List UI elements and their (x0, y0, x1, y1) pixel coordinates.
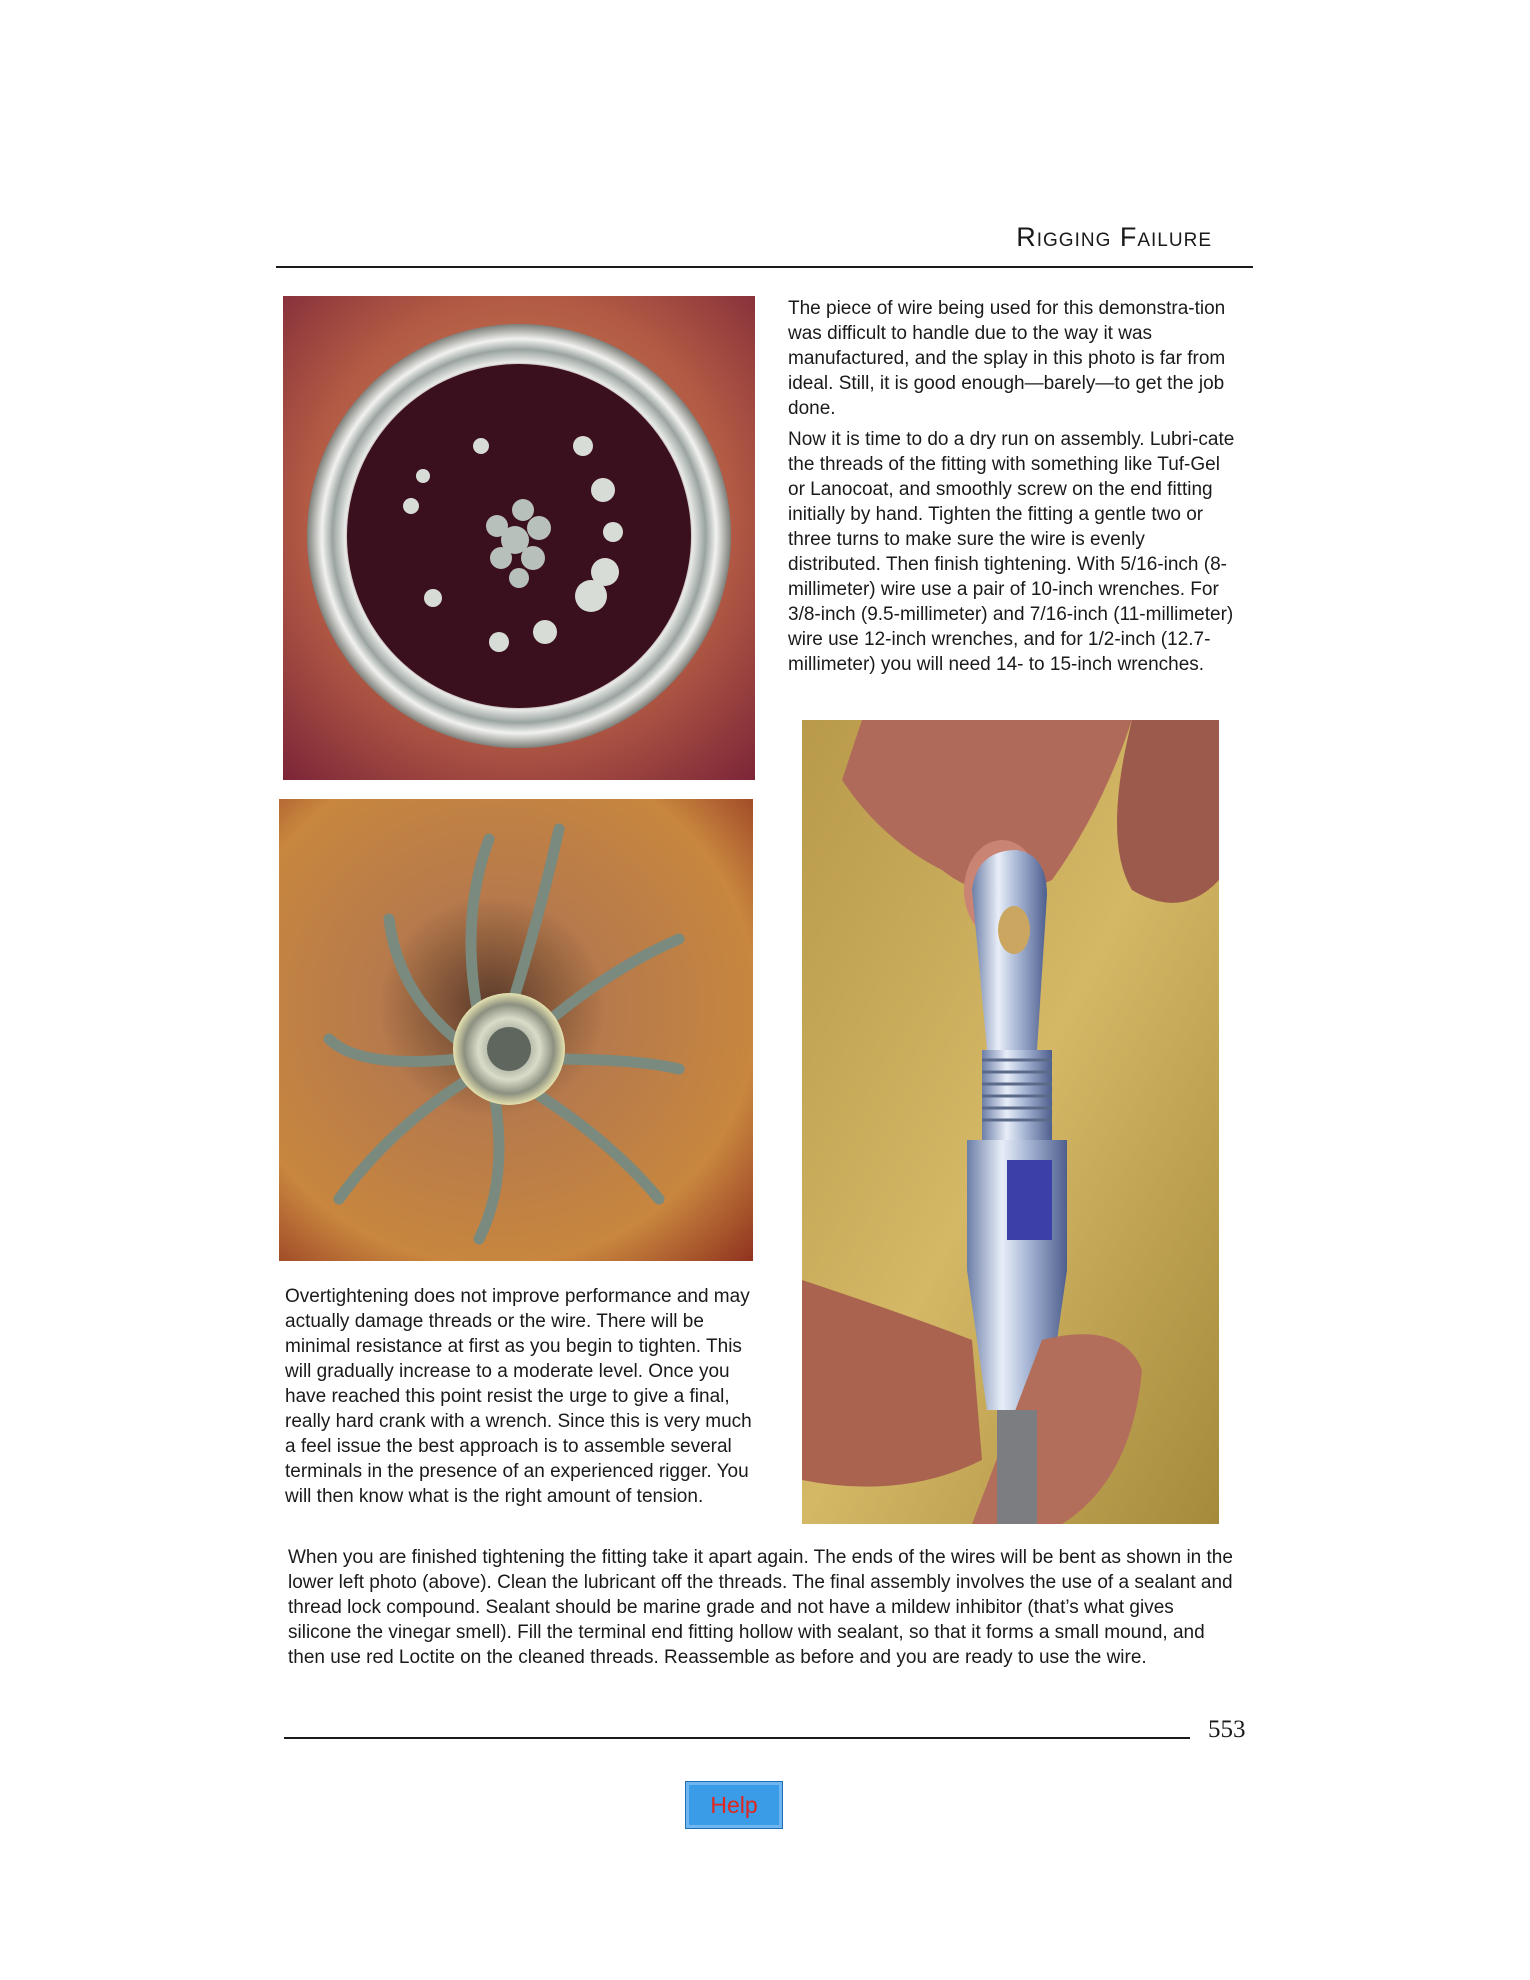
body-text-bottom (288, 1545, 1236, 1670)
help-button[interactable]: Help (686, 1782, 782, 1828)
photo-fitting-end-view (283, 296, 755, 780)
header-rule (276, 266, 1253, 268)
paragraph: When you are finished tightening the fitting take it apart again. The ends of the wires will be bent as shown in the lower left photo (above). Clean the lubricant off the threads. The final assembly involves the use of a sealant and thread lock compound. Sealant should be marine grade and not have a mildew inhibitor (that’s what gives silicone the vinegar smell). Fill the terminal end fitting hollow with sealant, so that it forms a small mound, and then use red Loctite on the cleaned threads. Reassemble as before and you are ready to use the wire. (288, 1547, 1233, 1668)
photo-assembled-fitting (802, 720, 1219, 1524)
paragraph: The piece of wire being used for this demonstra-tion was difficult to handle due to the way it was manufactured, and the splay in this photo is far from ideal. Still, it is good enough—barely—to get the job done. (788, 298, 1226, 419)
body-text-top (788, 296, 1238, 677)
running-head: Rigging Failure (1016, 222, 1212, 252)
photo-splayed-wires (279, 799, 753, 1261)
paragraph: Now it is time to do a dry run on assembly. Lubri-cate the threads of the fitting with something like Tuf-Gel or Lanocoat, and smoothly screw on the end fitting initially by hand. Tighten the fitting a gentle two or three turns to make sure the wire is evenly distributed. Then finish tightening. With 5/16-inch (8-millimeter) wire use a pair of 10-inch wrenches. For 3/8-inch (9.5-millimeter) and 7/16-inch (11-millimeter) wire use 12-inch wrenches, and for 1/2-inch (12.7-millimeter) you will need 14- to 15-inch wrenches. (788, 429, 1235, 675)
footer-rule (284, 1737, 1190, 1739)
paragraph: Overtightening does not improve performance and may actually damage threads or the wire. There will be minimal resistance at first as you begin to tighten. This will gradually increase to a moderate level. Once you have reached this point resist the urge to give a final, really hard crank with a wrench. Since this is very much a feel issue the best approach is to assemble several terminals in the presence of an experienced rigger. You will then know what is the right amount of tension. (285, 1286, 752, 1507)
page-number: 553 (1208, 1716, 1246, 1743)
body-text-left (285, 1284, 757, 1509)
